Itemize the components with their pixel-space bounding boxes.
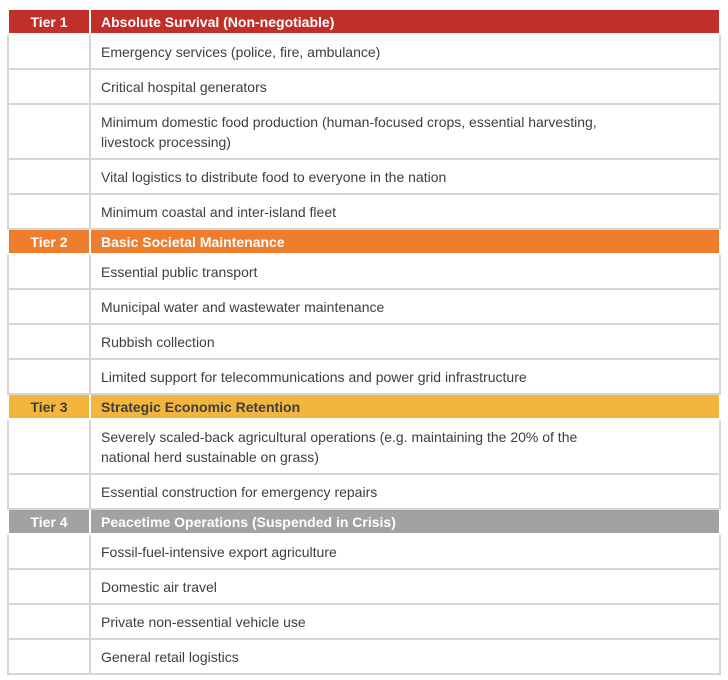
item-row xyxy=(8,359,720,394)
item-text: Rubbish collection xyxy=(101,333,215,350)
item-text: Domestic air travel xyxy=(101,578,217,595)
item-spacer-cell xyxy=(8,419,90,474)
item-cell xyxy=(90,324,720,359)
item-row xyxy=(8,639,720,674)
item-spacer-cell xyxy=(8,359,90,394)
item-row xyxy=(8,474,720,509)
item-cell xyxy=(90,34,720,69)
tier-header-row xyxy=(8,509,720,534)
item-text: General retail logistics xyxy=(101,648,239,665)
tier-title: Strategic Economic Retention xyxy=(90,394,720,419)
item-cell xyxy=(90,254,720,289)
item-cell xyxy=(90,569,720,604)
item-spacer-cell xyxy=(8,604,90,639)
tier-title: Peacetime Operations (Suspended in Crisis) xyxy=(90,509,720,534)
tier-header-row xyxy=(8,394,720,419)
item-row xyxy=(8,194,720,229)
item-text: Minimum domestic food production (human-focused crops, essential harvesting, livestock processing) xyxy=(101,113,597,150)
item-text: Private non-essential vehicle use xyxy=(101,613,306,630)
item-text: Fossil-fuel-intensive export agriculture xyxy=(101,543,337,560)
tier-label: Tier 4 xyxy=(8,509,90,534)
item-text: Emergency services (police, fire, ambulance) xyxy=(101,43,381,60)
item-row xyxy=(8,69,720,104)
item-spacer-cell xyxy=(8,254,90,289)
item-text: Severely scaled-back agricultural operations (e.g. maintaining the 20% of the national herd sustainable on grass) xyxy=(101,428,578,465)
tier-header-row xyxy=(8,229,720,254)
tier-title: Basic Societal Maintenance xyxy=(90,229,720,254)
item-row xyxy=(8,254,720,289)
item-row xyxy=(8,604,720,639)
item-spacer-cell xyxy=(8,104,90,159)
item-cell xyxy=(90,289,720,324)
item-cell xyxy=(90,194,720,229)
item-cell xyxy=(90,419,720,474)
item-row xyxy=(8,104,720,159)
item-cell xyxy=(90,359,720,394)
item-cell xyxy=(90,604,720,639)
item-cell xyxy=(90,639,720,674)
tier-title: Absolute Survival (Non-negotiable) xyxy=(90,9,720,34)
item-cell xyxy=(90,474,720,509)
item-row xyxy=(8,289,720,324)
item-spacer-cell xyxy=(8,34,90,69)
item-cell xyxy=(90,69,720,104)
item-spacer-cell xyxy=(8,474,90,509)
item-cell xyxy=(90,534,720,569)
item-row xyxy=(8,419,720,474)
item-row xyxy=(8,324,720,359)
priority-tier-table xyxy=(7,8,721,675)
item-text: Minimum coastal and inter-island fleet xyxy=(101,203,336,220)
tier-header-row xyxy=(8,9,720,34)
item-row xyxy=(8,534,720,569)
item-text: Critical hospital generators xyxy=(101,78,267,95)
item-row xyxy=(8,159,720,194)
item-text: Essential public transport xyxy=(101,263,258,280)
item-text: Essential construction for emergency repairs xyxy=(101,483,378,500)
item-spacer-cell xyxy=(8,639,90,674)
item-text: Limited support for telecommunications and power grid infrastructure xyxy=(101,368,527,385)
item-cell xyxy=(90,104,720,159)
tier-label: Tier 3 xyxy=(8,394,90,419)
item-row xyxy=(8,34,720,69)
tier-label: Tier 1 xyxy=(8,9,90,34)
item-text: Municipal water and wastewater maintenance xyxy=(101,298,385,315)
tier-label: Tier 2 xyxy=(8,229,90,254)
item-text: Vital logistics to distribute food to everyone in the nation xyxy=(101,168,447,185)
item-spacer-cell xyxy=(8,194,90,229)
item-spacer-cell xyxy=(8,69,90,104)
tier-table-body xyxy=(8,9,720,674)
item-cell xyxy=(90,159,720,194)
item-spacer-cell xyxy=(8,324,90,359)
item-spacer-cell xyxy=(8,534,90,569)
item-row xyxy=(8,569,720,604)
item-spacer-cell xyxy=(8,289,90,324)
item-spacer-cell xyxy=(8,569,90,604)
item-spacer-cell xyxy=(8,159,90,194)
